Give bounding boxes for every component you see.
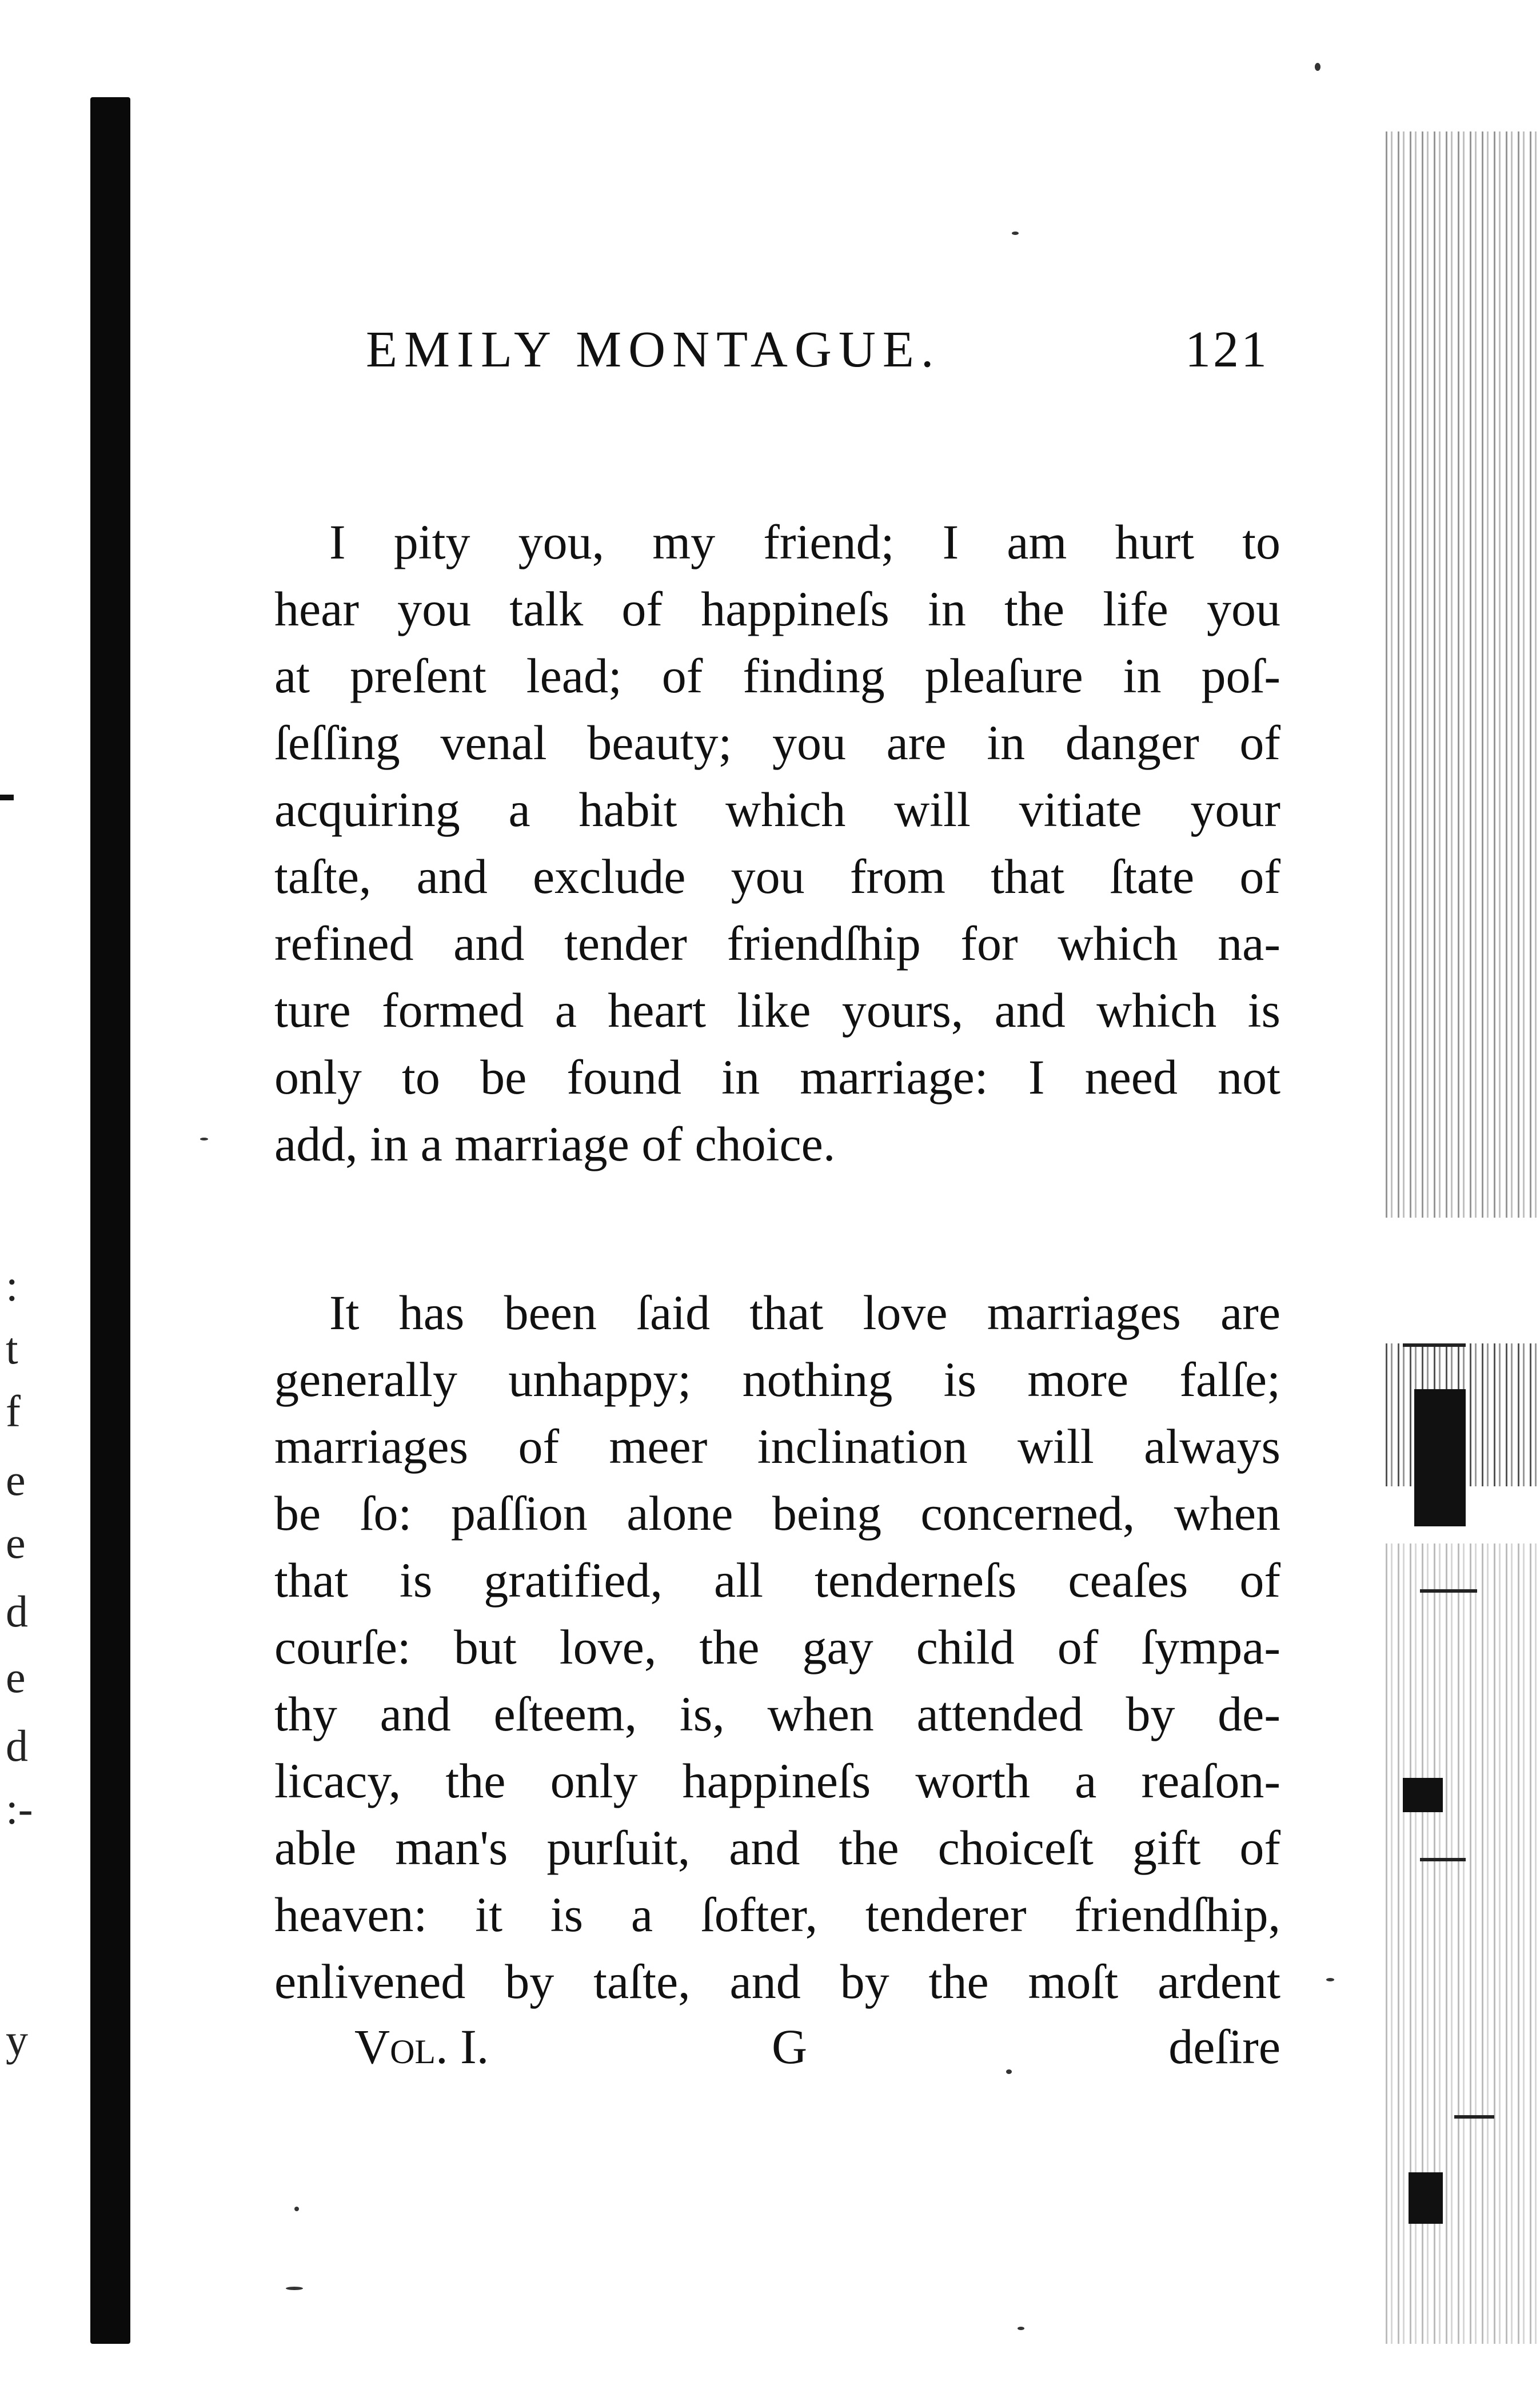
running-header xyxy=(366,320,1269,389)
scan-speck xyxy=(1018,2327,1024,2330)
edge-rule xyxy=(1420,1589,1477,1593)
text-line: ture formed a heart like yours, and which is xyxy=(274,983,1280,1038)
text-line: It has been ſaid that love marriages are xyxy=(329,1285,1280,1340)
paragraph-spacing xyxy=(274,1178,1280,1279)
text-line: able man's purſuit, and the choiceſt gift of xyxy=(274,1820,1280,1875)
scan-speck xyxy=(1006,2069,1012,2074)
page-number: 121 xyxy=(1185,321,1269,378)
scan-speck xyxy=(1326,1978,1334,1981)
adjacent-page-edge xyxy=(0,0,80,2401)
text-line: courſe: but love, the gay child of ſympa- xyxy=(274,1620,1280,1674)
scan-speck xyxy=(200,1138,208,1140)
text-line: licacy, the only happineſs worth a reaſon- xyxy=(274,1753,1280,1808)
text-line: marriages of meer inclination will always xyxy=(274,1419,1280,1474)
text-line: only to be found in marriage: I need not xyxy=(274,1050,1280,1104)
text-line: heaven: it is a ſofter, tenderer friendſhip, xyxy=(274,1887,1280,1942)
margin-letter: :- xyxy=(6,1784,33,1833)
text-line: thy and eſteem, is, when attended by de- xyxy=(274,1686,1280,1741)
page-body xyxy=(274,509,1280,2015)
edge-blot xyxy=(1403,1778,1443,1812)
page-edge-scan-noise xyxy=(1386,0,1540,2401)
page-footer xyxy=(354,2018,1280,2087)
binding-gutter-shadow xyxy=(90,97,130,2344)
margin-letter: f xyxy=(6,1386,21,1436)
edge-blot xyxy=(1414,1389,1466,1526)
margin-letter: t xyxy=(6,1323,18,1373)
margin-dash xyxy=(0,795,14,800)
margin-letter: d xyxy=(6,1721,28,1770)
text-line: refined and tender friendſhip for which na- xyxy=(274,916,1280,971)
scan-speck xyxy=(1012,232,1019,235)
catchword: deſire xyxy=(1168,2019,1280,2074)
text-line: generally unhappy; nothing is more falſe; xyxy=(274,1352,1280,1407)
margin-letter: e xyxy=(6,1518,26,1568)
text-line: acquiring a habit which will vitiate your xyxy=(274,782,1280,837)
edge-rule xyxy=(1420,1858,1466,1861)
scan-speck xyxy=(1315,63,1320,71)
text-line: hear you talk of happineſs in the life you xyxy=(274,581,1280,636)
running-title: EMILY MONTAGUE. xyxy=(366,321,941,378)
scan-speck xyxy=(294,2207,299,2211)
text-line: taſte, and exclude you from that ſtate of xyxy=(274,849,1280,904)
edge-noise-band xyxy=(1386,131,1540,1218)
edge-rule xyxy=(1403,1343,1466,1347)
edge-blot xyxy=(1409,2172,1443,2224)
margin-letter: d xyxy=(6,1586,28,1636)
text-line: at preſent lead; of finding pleaſure in poſ- xyxy=(274,648,1280,703)
text-line: I pity you, my friend; I am hurt to xyxy=(329,514,1280,569)
margin-letter: e xyxy=(6,1455,26,1505)
signature-mark: G xyxy=(772,2019,808,2074)
text-line: enlivened by taſte, and by the moſt ardent xyxy=(274,1954,1280,2009)
margin-letter: e xyxy=(6,1652,26,1702)
text-line: add, in a marriage of choice. xyxy=(274,1116,836,1171)
margin-letter: y xyxy=(6,2015,28,2065)
paragraph xyxy=(274,1279,1280,2015)
volume-label: Vol. I. xyxy=(354,2019,489,2074)
text-line: that is gratified, all tenderneſs ceaſes of xyxy=(274,1553,1280,1608)
text-line: be ſo: paſſion alone being concerned, when xyxy=(274,1486,1280,1541)
scan-speck xyxy=(286,2287,303,2290)
margin-letter: : xyxy=(6,1261,18,1310)
paragraph xyxy=(274,509,1280,1178)
text-line: ſeſſing venal beauty; you are in danger of xyxy=(274,715,1280,770)
edge-noise-band xyxy=(1386,1544,1540,2344)
edge-rule xyxy=(1454,2115,1494,2119)
